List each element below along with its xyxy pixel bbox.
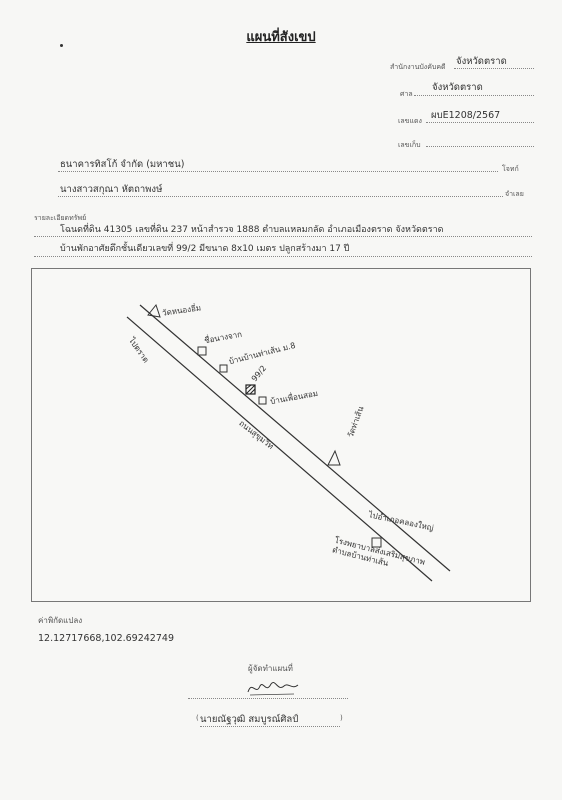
property-label: รายละเอียดทรัพย์ xyxy=(34,214,87,222)
defendant-dotline xyxy=(58,196,503,197)
property-dotline1 xyxy=(34,236,532,237)
signature-name: นายณัฐวุฒิ สมบูรณ์ศิลป์ xyxy=(200,714,299,725)
label-hospital: โรงพยาบาลส่งเสริมสุขภาพตำบลบ้านท่าเส้น xyxy=(331,535,426,569)
plaintiff-name: ธนาคารทิสโก้ จำกัด (มหาชน) xyxy=(60,159,185,170)
handwritten-signature xyxy=(244,676,304,696)
market-icon xyxy=(198,347,206,355)
label-road-left: ไปตราด xyxy=(126,336,151,365)
property-line2: บ้านพักอาศัยตึกชั้นเดียวเลขที่ 99/2 มีขนาด 8x10 เมตร ปลูกสร้างมา 17 ปี xyxy=(60,244,350,254)
signature-label: ผู้จัดทำแผนที่ xyxy=(248,664,293,673)
office-label: สำนักงานบังคับคดี xyxy=(390,63,446,71)
temple1-icon xyxy=(148,305,160,317)
receipt-dotline xyxy=(426,146,534,147)
coords-label: ค่าพิกัดแปลง xyxy=(38,616,83,625)
defendant-role: จำเลย xyxy=(505,190,524,198)
label-road: ถนนสุขุมวิท xyxy=(237,418,276,452)
office-value: จังหวัดตราด xyxy=(456,56,507,67)
coords-value: 12.12717668,102.69242749 xyxy=(38,633,174,644)
name-dotline xyxy=(200,726,340,727)
property-line1: โฉนดที่ดิน 41305 เลขที่ดิน 237 หน้าสำรวจ 1888 ตำบลแหลมกลัด อำเภอเมืองตราด จังหวัดตราด xyxy=(60,225,444,235)
plaintiff-role: โจทก์ xyxy=(502,165,519,173)
label-temple1: วัดหนองอี่ม xyxy=(161,303,202,318)
case-dotline xyxy=(426,122,534,123)
sketch-map xyxy=(31,268,531,602)
case-label: เลขแดง xyxy=(398,117,422,125)
receipt-label: เลขเก็บ xyxy=(398,141,421,149)
signature-dotline xyxy=(188,698,348,699)
label-house-no: 99/2 xyxy=(249,363,269,384)
office-dotline xyxy=(454,68,534,69)
sketch-map-drawing xyxy=(32,269,530,601)
neighbor-icon xyxy=(259,397,266,404)
court-label: ศาล xyxy=(400,90,413,98)
defendant-name: นางสาวสกุณา หัตถาพงษ์ xyxy=(60,184,163,195)
road-edge-top xyxy=(127,317,435,581)
property-dotline2 xyxy=(34,256,532,257)
case-value: ผบE1208/2567 xyxy=(431,110,501,121)
court-value: จังหวัดตราด xyxy=(432,82,483,93)
label-neighbor: บ้านเพื่อนสอม xyxy=(269,388,319,407)
page-title: แผนที่สังเขป xyxy=(246,30,316,45)
court-dotline xyxy=(414,95,534,96)
label-market: ชื่อนางจาก xyxy=(203,329,243,346)
label-temple2: วัดท่าเส้น xyxy=(345,405,366,439)
temple2-icon xyxy=(328,451,340,465)
label-village: บ้านบ้านท่าเส้น ม.8 xyxy=(227,340,297,367)
label-road-right: ไปอำเภอคลองใหญ่ xyxy=(367,510,435,533)
plaintiff-dotline xyxy=(58,171,498,172)
village-icon xyxy=(220,365,227,372)
document-page: แผนที่สังเขป สำนักงานบังคับคดี จังหวัดตราด ศาล จังหวัดตราด เลขแดง ผบE1208/2567 เลขเก็บ ธนาคารทิสโก้ จำกัด (มหาชน) โจทก์ นางสาวสกุณา หัตถาพงษ์ จำเลย รายละเอียดทรัพย์ โฉนดที่ดิน 41305 เลขที่ดิน 237 หน้าสำรวจ 1888 ตำบลแหลมกลัด อำเภอเมืองตราด จังหวัดตราด บ้านพักอาศัยตึกชั้นเดียวเลขที่ 99/2 มีขนาด 8x10 เมตร ปลูกสร้างมา 17 ปี วัดหนองอี่ม ไปตราด ชื่อนางจาก บ้านบ้านท่าเส้น ม.8 99/2 บ้านเพื่อนสอม ถนนสุขุมวิท วัดท่าเส้น ไปอำเภอคลองใหญ่ โรงพยาบาลส่งเสริมสุขภาพตำบลบ้านท่าเส้น ค่าพิกัดแปลง 12.12717668,102.69242749 ผู้จัดทำแผนที่ นายณัฐวุฒิ สมบูรณ์ศิลป์ ( ) xyxy=(0,0,562,800)
